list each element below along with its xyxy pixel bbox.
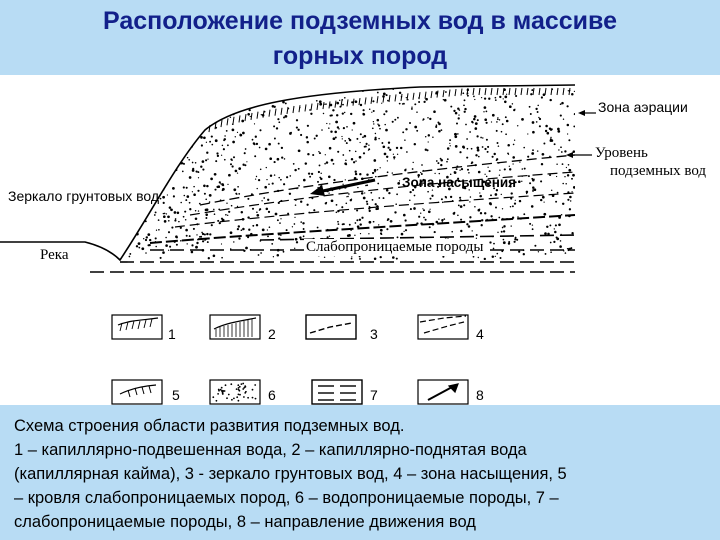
legend-num-2: 2 [268,326,276,342]
caption-line-3: (капиллярная кайма), 3 - зеркало грунтовых вод, 4 – зона насыщения, 5 [14,465,567,483]
legend-num-1: 1 [168,326,176,342]
legend-box-5 [112,380,162,404]
aeration-pointer-head [578,110,585,116]
title-line-1: Расположение подземных вод в массиве [103,7,617,35]
legend-box-7 [312,380,362,404]
caption-line-1: Схема строения области развития подземных вод. [14,417,405,435]
water-table-line [200,155,575,205]
diagram-caption [6,408,714,536]
legend-box-4 [418,315,468,339]
label-water-table: Зеркало грунтовых вод [8,188,160,204]
legend-box-2 [210,315,260,339]
flow-arrow-head [310,185,325,196]
label-groundwater-level-line1: Уровень [595,145,648,161]
groundwater-diagram [0,75,720,405]
legend-box-3 [306,315,356,339]
legend-box-6 [210,380,260,404]
saturation-line-1 [190,172,575,215]
legend-num-4: 4 [476,326,484,342]
label-groundwater-level-line2: подземных вод [610,163,707,179]
caption-line-2: 1 – капиллярно-подвешенная вода, 2 – капиллярно-поднятая вода [14,441,527,459]
legend-num-3: 3 [370,326,378,342]
caption-line-5: слабопроницаемые породы, 8 – направление движения вод [14,513,476,531]
legend-box-1 [112,315,162,339]
label-saturation-zone: Зона насыщения [402,175,517,190]
label-river: Река [40,247,69,263]
label-low-permeable-rocks: Слабопроницаемые породы [306,239,484,255]
groundwater-level-pointer-head [566,152,573,158]
legend-box-8 [418,380,468,404]
legend-num-5: 5 [172,387,180,403]
label-aeration-zone: Зона аэрации [598,99,688,115]
title-line-2: горных пород [272,42,448,70]
legend-num-6: 6 [268,387,276,403]
legend-num-7: 7 [370,387,378,403]
capillary-hatching [209,88,570,132]
caption-line-4: – кровля слабопроницаемых пород, 6 – водопроницаемые породы, 7 – [14,489,559,507]
legend-num-8: 8 [476,387,484,403]
slide-title [0,4,720,74]
